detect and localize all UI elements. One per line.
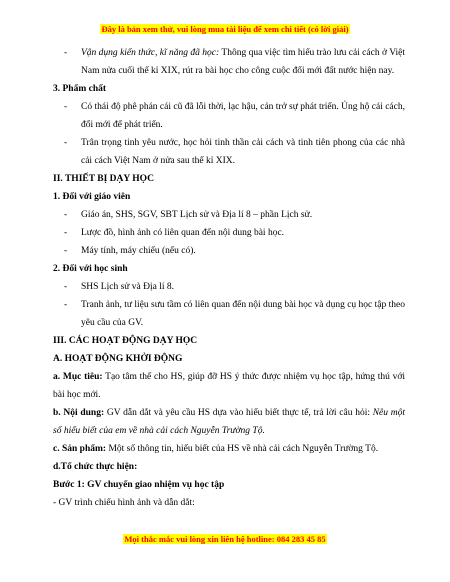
- sanpham-paragraph: [53, 440, 405, 458]
- list-item: - SHS Lịch sử và Địa lí 8.: [64, 278, 405, 296]
- footer-notice-text: Mọi thắc mắc vui lòng xin liên hệ hotline: 084 283 45 85: [124, 534, 326, 544]
- sanpham-text: Một số thông tin, hiểu biết của HS về nhà cải cách Nguyễn Trường Tộ.: [106, 444, 379, 454]
- list-item: - Giáo án, SHS, SGV, SBT Lịch sử và Địa lí 8 – phần Lịch sử.: [64, 206, 405, 224]
- subsection-heading-giaovien: 1. Đối với giáo viên: [53, 192, 131, 202]
- noidung-label: b. Nội dung:: [53, 408, 105, 418]
- header-notice: [0, 24, 450, 34]
- footer-notice: [0, 534, 450, 544]
- vandung-text: Thông qua việc tìm hiểu trào lưu cải cách ở Việt Nam nửa cuối thế kỉ XIX, rút ra bài học cho công cuộc đổi mới đất nước hiện nay.: [81, 48, 405, 76]
- noidung-question: Nêu một số hiểu biết của em về nhà cải cách Nguyễn Trường Tộ.: [53, 408, 405, 436]
- list-item: - Máy tính, máy chiếu (nếu có).: [64, 242, 405, 260]
- vandung-item: [64, 44, 405, 80]
- list-item: - Trân trọng tinh yêu nước, học hỏi tinh thần cải cách và tinh tiên phong của các nhà cải cách Việt Nam ở nửa sau thế kỉ XIX.: [64, 134, 405, 170]
- section-heading-hoatdong: III. CÁC HOẠT ĐỘNG DẠY HỌC: [53, 336, 198, 346]
- list-item: - Tranh ảnh, tư liệu sưu tầm có liên quan đến nội dung bài học và dụng cụ học tập theo yêu cầu của GV.: [64, 296, 405, 332]
- subsection-heading-khoidong: A. HOẠT ĐỘNG KHỞI ĐỘNG: [53, 354, 183, 364]
- list-item: - Có thái độ phê phán cái cũ đã lỗi thời, lạc hậu, cản trở sự phát triển. Ủng hộ cái cách, đổi mới để phát triển.: [64, 98, 405, 134]
- gv-instruction-line: - GV trình chiếu hình ảnh và dẫn dắt:: [53, 498, 195, 508]
- header-notice-text: Đây là bản xem thử, vui lòng mua tài liệu để xem chi tiết (có lời giải): [101, 24, 349, 34]
- list-item: - Lược đồ, hình ảnh có liên quan đến nội dung bài học.: [64, 224, 405, 242]
- section-heading-thietbi: II. THIẾT BỊ DẠY HỌC: [53, 174, 154, 184]
- sanpham-label: c. Sản phẩm:: [53, 444, 107, 454]
- subsection-heading-hocsinh: 2. Đối với học sinh: [53, 264, 128, 274]
- muctieu-text: Tạo tâm thế cho HS, giúp đỡ HS ý thức được nhiệm vụ học tập, hứng thú với bài học mới.: [53, 372, 406, 400]
- section-heading-phamchat: 3. Phẩm chất: [53, 84, 107, 94]
- noidung-paragraph: [53, 404, 405, 440]
- muctieu-label: a. Mục tiêu:: [53, 372, 103, 382]
- muctieu-paragraph: [53, 368, 405, 404]
- document-body: [53, 44, 405, 512]
- noidung-text: GV dẫn dắt và yêu cầu HS dựa vào hiểu biết thực tế, trả lời câu hỏi:: [104, 408, 373, 418]
- vandung-label: Vận dụng kiến thức, kĩ năng đã học:: [81, 48, 220, 58]
- buoc1-heading: Bước 1: GV chuyển giao nhiệm vụ học tập: [53, 480, 225, 490]
- tochuc-heading: d.Tổ chức thực hiện:: [53, 462, 138, 472]
